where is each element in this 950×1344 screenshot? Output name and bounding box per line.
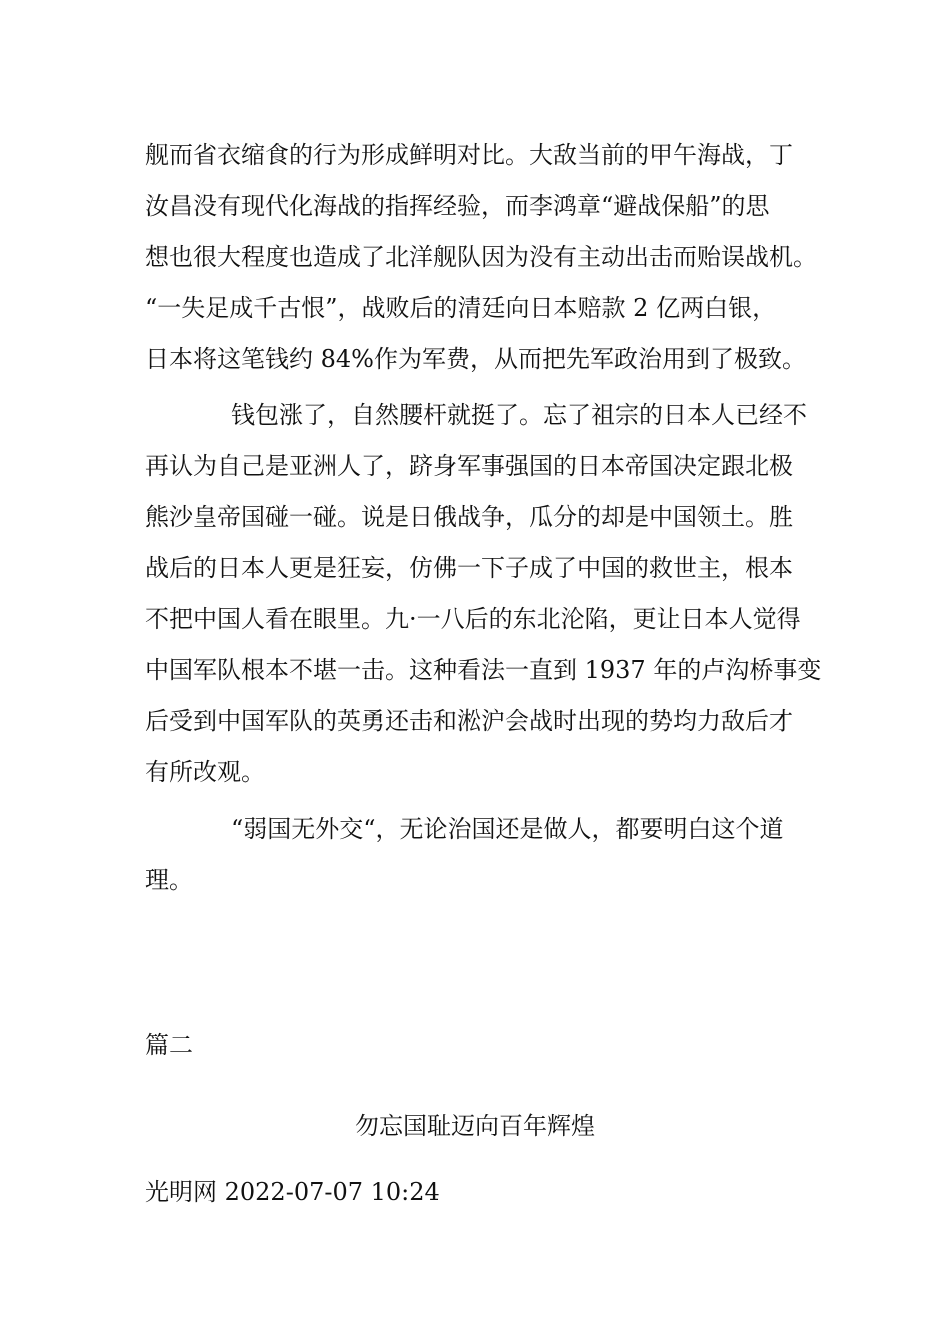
paragraph-line: 有所改观。	[145, 758, 265, 786]
paragraph-line: 熊沙皇帝国碰一碰。说是日俄战争，瓜分的却是中国领土。胜	[145, 503, 793, 531]
paragraph-2	[145, 390, 822, 798]
paragraph-3	[145, 804, 807, 906]
paragraph-line: “弱国无外交“，无论治国还是做人，都要明白这个道	[231, 815, 784, 843]
article-title: 勿忘国耻迈向百年辉煌	[355, 1112, 595, 1140]
paragraph-line: “一失足成千古恨”，战败后的清廷向日本赔款 2 亿两白银，	[145, 294, 777, 322]
paragraph-line: 日本将这笔钱约 84%作为军费，从而把先军政治用到了极致。	[145, 345, 806, 373]
paragraph-1	[145, 130, 817, 385]
paragraph-line: 再认为自己是亚洲人了，跻身军事强国的日本帝国决定跟北极	[145, 452, 793, 480]
paragraph-line: 不把中国人看在眼里。九·一八后的东北沦陷，更让日本人觉得	[145, 605, 801, 633]
paragraph-line: 钱包涨了，自然腰杆就挺了。忘了祖宗的日本人已经不	[231, 401, 807, 429]
paragraph-line: 后受到中国军队的英勇还击和淞沪会战时出现的势均力敌后才	[145, 707, 793, 735]
paragraph-line: 战后的日本人更是狂妄，仿佛一下子成了中国的救世主，根本	[145, 554, 793, 582]
section-label: 篇二	[145, 1031, 193, 1059]
article-source-timestamp: 光明网 2022-07-07 10:24	[145, 1178, 440, 1206]
paragraph-line: 理。	[145, 866, 193, 894]
paragraph-line: 舰而省衣缩食的行为形成鲜明对比。大敌当前的甲午海战，丁	[145, 141, 793, 169]
paragraph-line: 中国军队根本不堪一击。这种看法一直到 1937 年的卢沟桥事变	[145, 656, 822, 684]
paragraph-line: 想也很大程度也造成了北洋舰队因为没有主动出击而贻误战机。	[145, 243, 817, 271]
paragraph-line: 汝昌没有现代化海战的指挥经验，而李鸿章“避战保船”的思	[145, 192, 770, 220]
